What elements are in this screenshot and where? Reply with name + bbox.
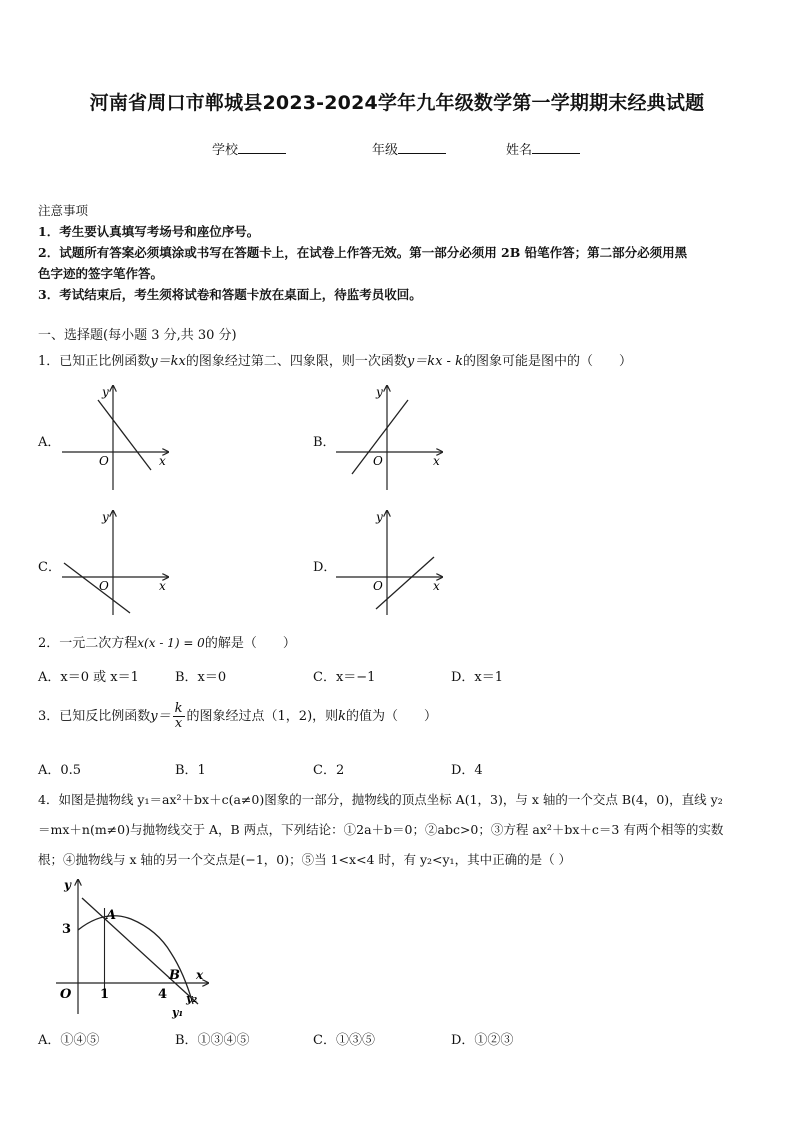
question-4-line-1: 4．如图是抛物线 y₁＝ax²＋bx＋c(a≠0)图象的一部分，抛物线的顶点坐标 A(1，3)，与 x 轴的一个交点 B(4，0)，直线 y₂ — [38, 792, 723, 807]
school-field — [212, 140, 286, 161]
graph-label-y2: y₂ — [186, 992, 198, 1005]
y-label: y — [102, 385, 109, 399]
q3-middle: 的图象经过点（1，2)，则 — [186, 709, 339, 724]
q3-frac-num: k — [174, 701, 183, 716]
q1-suffix: 的图象可能是图中的（ ） — [462, 354, 632, 369]
school-blank[interactable] — [238, 140, 286, 154]
origin-label: O — [99, 579, 109, 593]
q1-graph-a — [58, 380, 178, 496]
graph-point-b: B — [169, 968, 180, 983]
q3-prefix: 3．已知反比例函数 — [38, 709, 151, 724]
section-heading: 一、选择题(每小题 3 分,共 30 分) — [38, 328, 237, 343]
q4-option-b[interactable]: B．①③④⑤ — [175, 1033, 250, 1048]
origin-label: O — [373, 579, 383, 593]
q1-option-d[interactable]: D． — [313, 560, 337, 575]
page-title: 河南省周口市郸城县2023-2024学年九年级数学第一学期期末经典试题 — [89, 92, 705, 114]
parabola-y1 — [78, 916, 193, 1004]
question-1-text — [38, 352, 632, 372]
question-2-text — [38, 633, 296, 654]
q3-func-y: y＝ — [150, 709, 171, 724]
graph-point-a: A — [106, 908, 117, 923]
graph-tick-1: 1 — [100, 987, 110, 1002]
graph-y-label: y — [64, 878, 71, 892]
notice-heading: 注意事项 — [38, 203, 89, 218]
q3-fraction — [173, 702, 185, 731]
name-blank[interactable] — [532, 140, 580, 154]
graph-line — [64, 563, 130, 613]
q3-option-c[interactable]: C．2 — [313, 763, 345, 778]
q3-suffix: 的值为（ ） — [346, 709, 438, 724]
q1-prefix: 1．已知正比例函数 — [38, 354, 151, 369]
graph-tick-4: 4 — [158, 987, 168, 1002]
x-label: x — [433, 579, 440, 593]
q1-option-b[interactable]: B． — [313, 435, 336, 450]
origin-label: O — [99, 454, 109, 468]
graph-origin-label: O — [60, 987, 72, 1002]
q1-func2: y＝kx - k — [406, 354, 463, 369]
q1-graph-c — [58, 505, 178, 621]
question-4-line-3: 根；④抛物线与 x 轴的另一个交点是(−1，0)；⑤当 1<x<4 时，有 y₂<y₁，其中正确的是（ ） — [38, 852, 572, 867]
x-label: x — [159, 579, 166, 593]
q1-option-a[interactable]: A． — [38, 435, 61, 450]
grade-field — [372, 140, 446, 161]
y-label: y — [102, 510, 109, 524]
q2-option-c[interactable]: C．x＝−1 — [313, 670, 376, 685]
x-label: x — [159, 454, 166, 468]
q1-graph-d — [332, 505, 452, 621]
q4-graph — [50, 874, 220, 1024]
name-field — [506, 140, 580, 161]
notice-item-3: 3．考试结束后，考生须将试卷和答题卡放在桌面上，待监考员收回。 — [38, 287, 422, 302]
y-label: y — [376, 385, 383, 399]
q4-option-c[interactable]: C．①③⑤ — [313, 1033, 375, 1048]
q1-middle: 的图象经过第二、四象限，则一次函数 — [185, 354, 407, 369]
q1-graph-b — [332, 380, 452, 496]
name-label: 姓名 — [506, 143, 533, 158]
q1-func1: y＝kx — [150, 354, 186, 369]
graph-label-y1: y₁ — [172, 1006, 184, 1019]
q4-option-a[interactable]: A．①④⑤ — [38, 1033, 100, 1048]
q2-prefix: 2．一元二次方程 — [38, 636, 138, 651]
notice-item-2-cont: 色字迹的签字笔作答。 — [38, 266, 164, 281]
q3-var-k: k — [338, 709, 347, 724]
graph-line — [376, 557, 434, 609]
y-label: y — [376, 510, 383, 524]
q3-option-a[interactable]: A．0.5 — [38, 763, 82, 778]
graph-tick-3: 3 — [62, 922, 72, 937]
x-label: x — [433, 454, 440, 468]
school-label: 学校 — [212, 143, 239, 158]
q2-option-b[interactable]: B．x＝0 — [175, 670, 227, 685]
q2-option-d[interactable]: D．x＝1 — [451, 670, 504, 685]
q3-option-b[interactable]: B．1 — [175, 763, 206, 778]
q4-option-d[interactable]: D．①②③ — [451, 1033, 514, 1048]
q2-option-a[interactable]: A．x＝0 或 x＝1 — [38, 670, 139, 685]
origin-label: O — [373, 454, 383, 468]
graph-x-label: x — [196, 968, 204, 982]
q2-equation: x(x - 1) = 0 — [137, 636, 205, 650]
grade-blank[interactable] — [398, 140, 446, 154]
notice-item-2: 2．试题所有答案必须填涂或书写在答题卡上，在试卷上作答无效。第一部分必须用 2B 铅笔作答；第二部分必须用黑 — [38, 245, 688, 260]
notice-item-1: 1．考生要认真填写考场号和座位序号。 — [38, 224, 260, 239]
question-3-text — [38, 702, 437, 731]
q3-frac-den: x — [174, 716, 183, 731]
q1-option-c[interactable]: C． — [38, 560, 61, 575]
grade-label: 年级 — [372, 143, 399, 158]
q3-option-d[interactable]: D．4 — [451, 763, 483, 778]
question-4-line-2: ＝mx＋n(m≠0)与抛物线交于 A，B 两点，下列结论：①2a＋b＝0；②abc>0；③方程 ax²＋bx＋c＝3 有两个相等的实数 — [38, 822, 724, 837]
q2-suffix: 的解是（ ） — [204, 636, 296, 651]
